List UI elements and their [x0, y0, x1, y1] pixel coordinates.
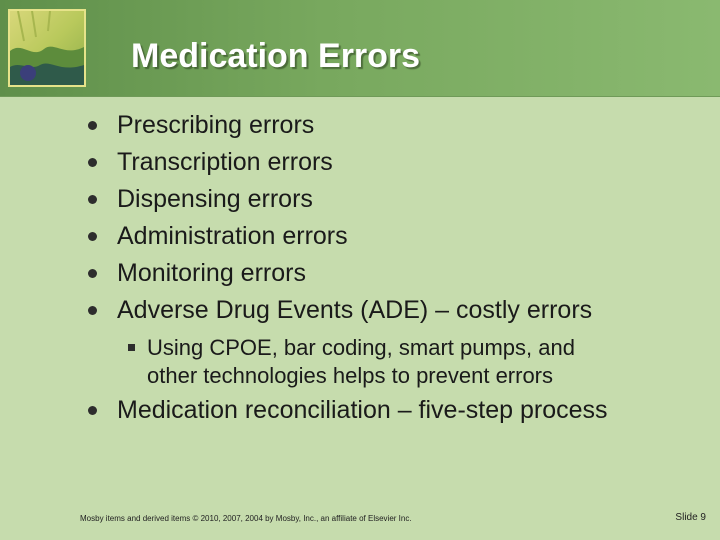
bullet-text: Transcription errors [117, 148, 333, 176]
bullet-text: Medication reconciliation – five-step process [117, 396, 608, 424]
bullet-text: Adverse Drug Events (ADE) – costly errors [117, 296, 593, 324]
bullet-text: Dispensing errors [117, 185, 313, 213]
bullet-text: Prescribing errors [117, 111, 315, 139]
bullet-dot-icon [88, 306, 97, 315]
bullet-dot-icon [88, 232, 97, 241]
sub-bullet-text-line: Using CPOE, bar coding, smart pumps, and [147, 335, 575, 360]
bullet-dot-icon [88, 158, 97, 167]
bullet-dot-icon [88, 406, 97, 415]
slide-header [0, 0, 720, 97]
sub-bullet-text-line: other technologies helps to prevent errors [147, 363, 554, 388]
bullet-text: Monitoring errors [117, 259, 306, 287]
slide-title: Medication Errors [131, 37, 421, 75]
sub-bullet-square-icon [128, 344, 135, 351]
copyright-footer: Mosby items and derived items © 2010, 2007, 2004 by Mosby, Inc., an affiliate of Elsevier Inc. [80, 514, 412, 523]
bullet-dot-icon [88, 269, 97, 278]
bullet-dot-icon [88, 121, 97, 130]
bullet-dot-icon [88, 195, 97, 204]
header-thumbnail-image [8, 9, 86, 87]
slide-number: Slide 9 [675, 512, 706, 523]
bullet-text: Administration errors [117, 222, 348, 250]
